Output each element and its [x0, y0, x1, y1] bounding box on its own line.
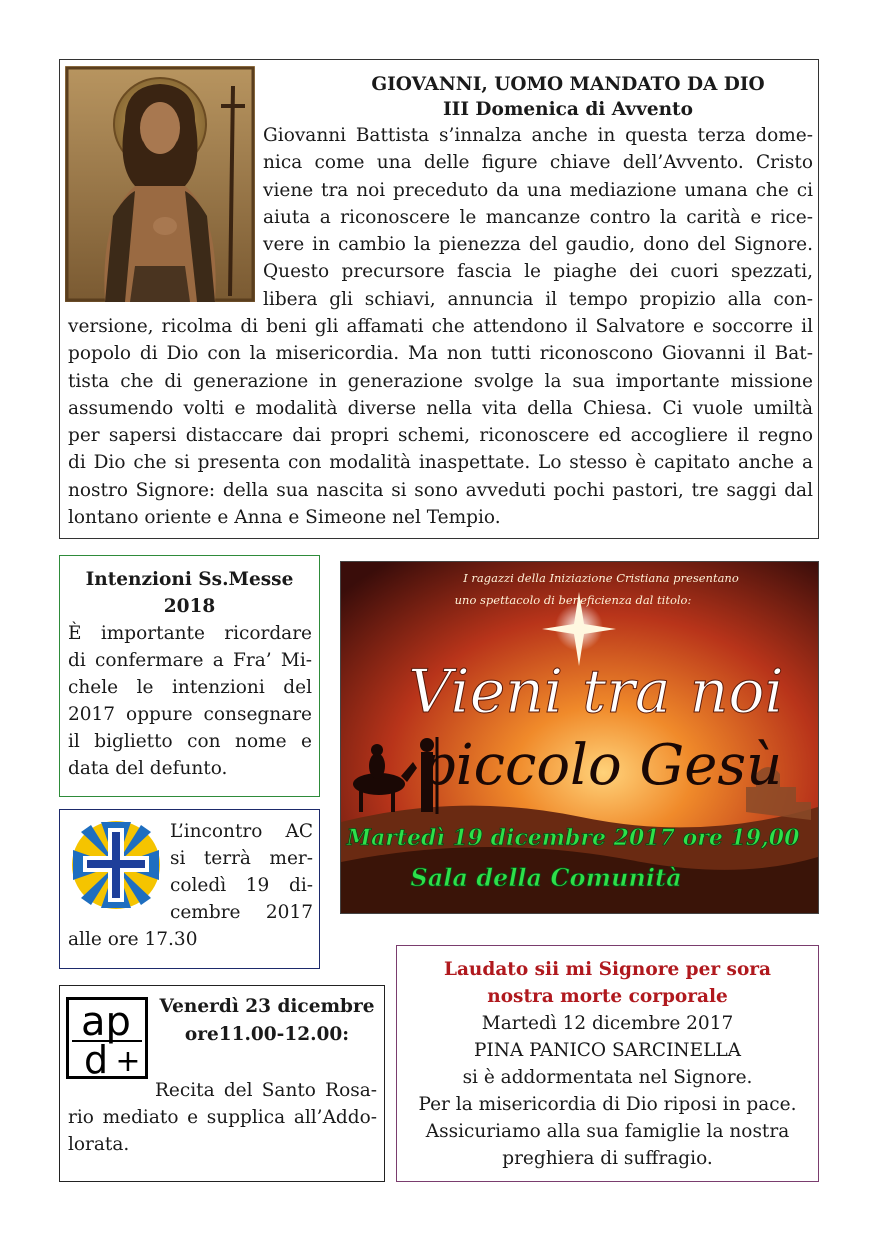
- article-line: di Dio che si presenta con modalità inaspettate. Lo stesso è capitato anche a: [68, 452, 813, 474]
- apd-logo-text-bottom: d: [83, 1038, 109, 1079]
- apd-logo: [66, 997, 148, 1079]
- ac-line: si terrà mer-: [170, 848, 313, 869]
- obituary-line: Per la misericordia di Dio riposi in pace.: [418, 1094, 797, 1115]
- article-title: GIOVANNI, UOMO MANDATO DA DIO: [371, 74, 765, 95]
- azione-cattolica-logo-icon: [71, 820, 161, 910]
- apd-line: rio mediato e supplica all’Addo-: [68, 1107, 377, 1128]
- poster-intro-line-1: I ragazzi della Iniziazione Cristiana presentano: [463, 571, 739, 585]
- article-line: Questo precursore fascia le piaghe dei cuori spezzati,: [263, 261, 813, 283]
- article-line: assumendo volti e modalità diverse nella vita della Chiesa. Ci vuole umiltà: [68, 397, 813, 419]
- intenzioni-heading-line: 2018: [163, 596, 216, 617]
- ac-line: coledì 19 di-: [170, 875, 313, 896]
- obituary-title-line: Laudato sii mi Signore per sora: [443, 959, 772, 980]
- poster-title-line-2: piccolo Gesù: [419, 733, 783, 798]
- article-line: Giovanni Battista s’innalza anche in questa terza dome-: [263, 125, 813, 146]
- intenzioni-line: È importante ricordare: [68, 623, 312, 644]
- intenzioni-box: [59, 555, 320, 797]
- obituary-line: si è addormentata nel Signore.: [462, 1067, 753, 1088]
- ac-meeting-box: [59, 809, 320, 969]
- obituary-line: preghiera di suffragio.: [502, 1148, 713, 1169]
- apd-text-right: [155, 1077, 377, 1104]
- article-line: tista che di generazione in generazione svolge la sua importante missione: [68, 370, 813, 392]
- intenzioni-line: 2017 oppure consegnare: [68, 704, 312, 725]
- article-line: viene tra noi preceduto da una mediazione umana che ci: [263, 179, 813, 201]
- poster-title-line-1: Vieni tra noi: [408, 657, 784, 727]
- article-line: aiuta a riconoscere le mancanze contro la carità e rice-: [263, 206, 813, 228]
- ac-line: alle ore 17.30: [68, 929, 198, 950]
- article-line: nostro Signore: della sua nascita si sono avveduti pochi pastori, tre saggi dal: [68, 479, 813, 501]
- article-line: per sapersi distaccare dai propri schemi, riconoscere ed accogliere il regno: [68, 425, 813, 447]
- article-line: vere in cambio la pienezza del gaudio, dono del Signore.: [263, 234, 813, 256]
- article-body-beside-image: [263, 122, 813, 313]
- apd-heading-line: ore11.00-12.00:: [184, 1024, 350, 1045]
- apd-rosary-box: [59, 985, 385, 1182]
- article-line: lontano oriente e Anna e Simeone nel Tempio.: [68, 507, 501, 529]
- article-line: nica come una delle figure chiave dell’Avvento. Cristo: [263, 152, 813, 174]
- obituary-title-line: nostra morte corporale: [487, 986, 728, 1007]
- intenzioni-heading: [60, 566, 319, 620]
- intenzioni-text: [60, 620, 319, 782]
- saint-john-icon-image: [65, 66, 255, 302]
- ac-text-bottom: [68, 926, 313, 953]
- poster-place: Sala della Comunità: [410, 863, 682, 892]
- obituary-line: Martedì 12 dicembre 2017: [481, 1013, 734, 1034]
- obituary-line: Assicuriamo alla sua famiglie la nostra: [425, 1121, 790, 1142]
- poster-date: Martedì 19 dicembre 2017 ore 19,00: [346, 825, 800, 851]
- obituary-box: [396, 945, 819, 1182]
- intenzioni-line: data del defunto.: [68, 758, 228, 779]
- apd-heading-line: Venerdì 23 dicembre: [159, 996, 375, 1017]
- article-line: versione, ricolma di beni gli affamati che attendono il Salvatore e soccorre il: [68, 316, 813, 337]
- intenzioni-line: di confermare a Fra’ Mi-: [68, 650, 312, 671]
- obituary-line: PINA PANICO SARCINELLA: [473, 1040, 742, 1061]
- intenzioni-line: chele le intenzioni del: [68, 677, 312, 698]
- ac-text-right: [170, 818, 313, 926]
- article-line: popolo di Dio con la misericordia. Ma non tutti riconoscono Giovanni il Bat-: [68, 343, 813, 365]
- article-body-full: [68, 313, 813, 531]
- poster-intro-line-2: uno spettacolo di beneficienza dal titolo:: [454, 593, 692, 607]
- apd-text-bottom: [68, 1104, 377, 1158]
- ac-line: cembre 2017: [170, 902, 313, 923]
- apd-line: Recita del Santo Rosa-: [155, 1080, 377, 1101]
- cross-icon: +: [115, 1044, 141, 1079]
- nativity-show-poster: [340, 561, 819, 914]
- ac-line: L’incontro AC: [170, 821, 313, 842]
- apd-logo-text-top: ap: [81, 999, 131, 1045]
- intenzioni-line: il biglietto con nome e: [68, 731, 312, 752]
- apd-line: lorata.: [68, 1134, 130, 1155]
- article-box: [59, 59, 819, 539]
- article-line: libera gli schiavi, annuncia il tempo propizio alla con-: [263, 288, 813, 310]
- intenzioni-heading-line: Intenzioni Ss.Messe: [85, 569, 294, 590]
- article-subtitle: III Domenica di Avvento: [443, 99, 693, 120]
